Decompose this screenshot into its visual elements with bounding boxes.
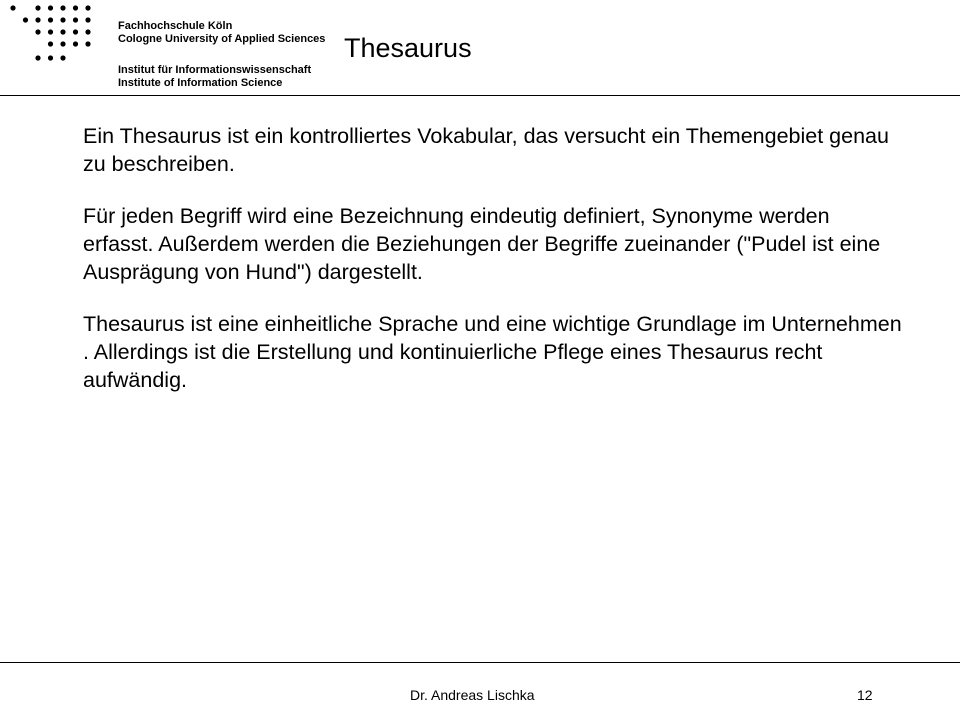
institution-name-english: Cologne University of Applied Sciences: [118, 33, 326, 45]
paragraph-terms: Für jeden Begriff wird eine Bezeichnung eindeutig definiert, Synonyme werden erfasst. Außerdem werden die Beziehungen der Begriffe zueinander ("Pudel ist eine Ausprägung von Hund") dargestellt.: [83, 204, 881, 284]
dot-grid-logo-icon: [8, 2, 108, 66]
header-divider: [0, 95, 960, 96]
slide-title: Thesaurus: [344, 33, 472, 63]
paragraph-maintenance: Thesaurus ist eine einheitliche Sprache und eine wichtige Grundlage im Unternehmen . Allerdings ist die Erstellung und kontinuierliche Pflege eines Thesaurus recht aufwändig.: [83, 312, 902, 392]
slide-body: [83, 122, 903, 418]
footer-author: Dr. Andreas Lischka: [410, 687, 535, 703]
institution-name-german: Fachhochschule Köln: [118, 20, 233, 32]
institute-name-german: Institut für Informationswissenschaft: [118, 64, 312, 76]
paragraph-definition: Ein Thesaurus ist ein kontrolliertes Vokabular, das versucht ein Themengebiet genau zu beschreiben.: [83, 124, 889, 176]
institute-name-english: Institute of Information Science: [118, 77, 283, 89]
footer-divider: [0, 662, 960, 663]
page-number: 12: [857, 687, 873, 703]
